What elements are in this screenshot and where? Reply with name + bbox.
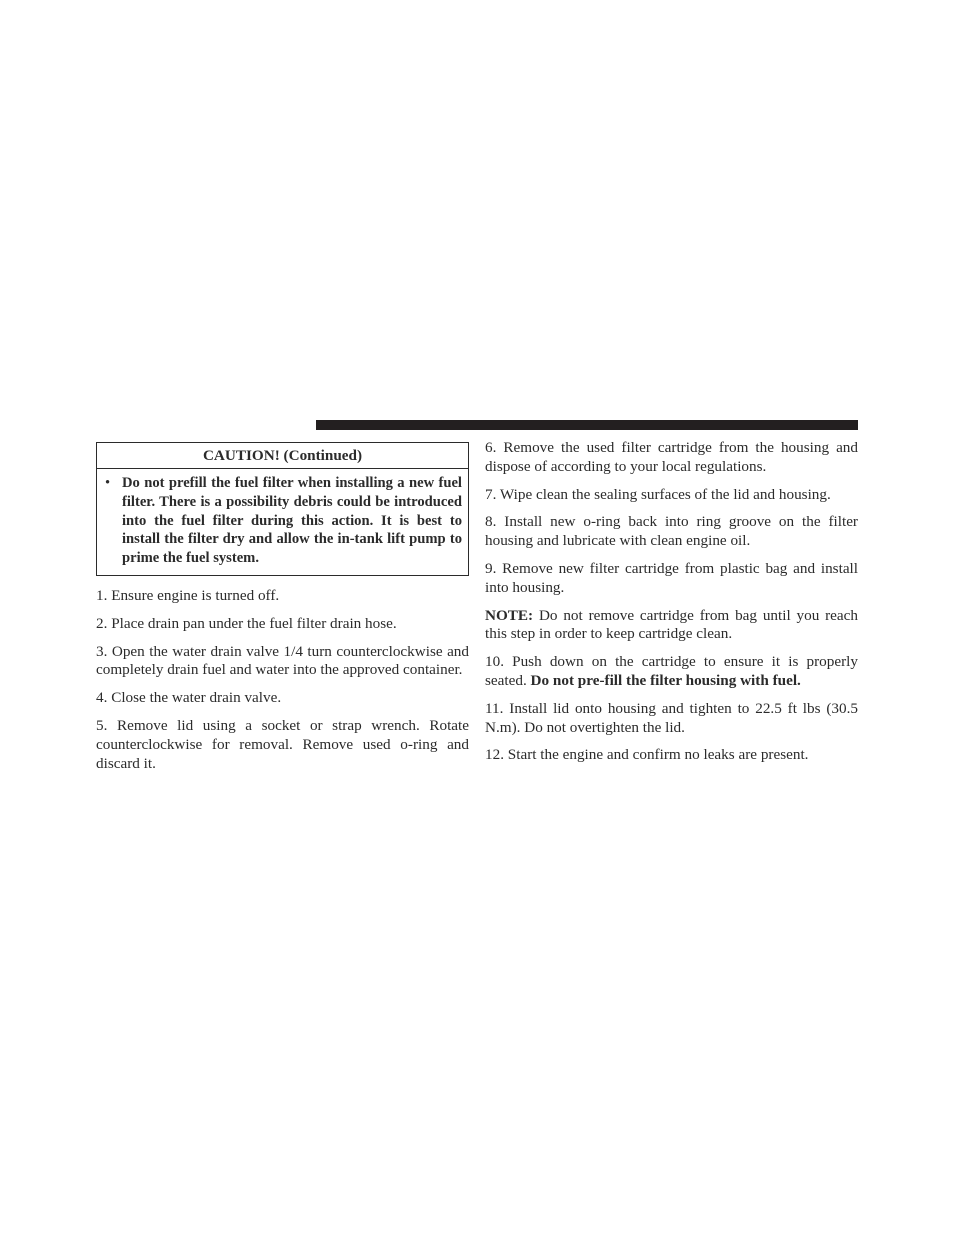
step-3: 3. Open the water drain valve 1/4 turn counterclockwise and completely drain fuel and water into the approved container. <box>96 642 469 679</box>
step-7: 7. Wipe clean the sealing surfaces of the lid and housing. <box>485 485 831 503</box>
bullet-icon: • <box>105 475 111 491</box>
left-column <box>96 442 469 782</box>
step-9: 9. Remove new filter cartridge from plastic bag and install into housing. <box>485 559 858 596</box>
caution-bullet-item <box>105 474 462 568</box>
note-label: NOTE: <box>485 606 534 624</box>
caution-body <box>97 469 468 575</box>
step-8: 8. Install new o-ring back into ring groove on the filter housing and lubricate with clean engine oil. <box>485 513 858 550</box>
step-2: 2. Place drain pan under the fuel filter drain hose. <box>96 614 397 632</box>
step-4: 4. Close the water drain valve. <box>96 689 282 707</box>
step-10-text: 10. Push down on the cartridge to ensure it is properly seated. <box>485 653 858 689</box>
step-12: 12. Start the engine and confirm no leaks are present. <box>485 746 809 764</box>
note-text: Do not remove cartridge from bag until you reach this step in order to keep cartridge clean. <box>485 606 858 643</box>
step-6: 6. Remove the used filter cartridge from the housing and dispose of according to your local regulations. <box>485 439 858 475</box>
step-11: 11. Install lid onto housing and tighten to 22.5 ft lbs (30.5 N.m). Do not overtighten the lid. <box>485 699 858 736</box>
caution-title: CAUTION! (Continued) <box>97 443 468 469</box>
step-10-warning: Do not pre-fill the filter housing with fuel. <box>530 671 801 689</box>
note <box>485 607 858 645</box>
step-10 <box>485 653 858 691</box>
caution-bullet-text: Do not prefill the fuel filter when installing a new fuel filter. There is a possibility debris could be introduced into the fuel filter during this action. It is best to install the filter dry and allow the in-tank lift pump to prime the fuel system. <box>122 475 462 567</box>
section-header-bar <box>316 420 858 430</box>
caution-box <box>96 442 469 576</box>
right-column <box>485 439 858 774</box>
step-1: 1. Ensure engine is turned off. <box>96 586 280 604</box>
step-5: 5. Remove lid using a socket or strap wrench. Rotate counterclockwise for removal. Remove used o-ring and discard it. <box>96 716 469 772</box>
